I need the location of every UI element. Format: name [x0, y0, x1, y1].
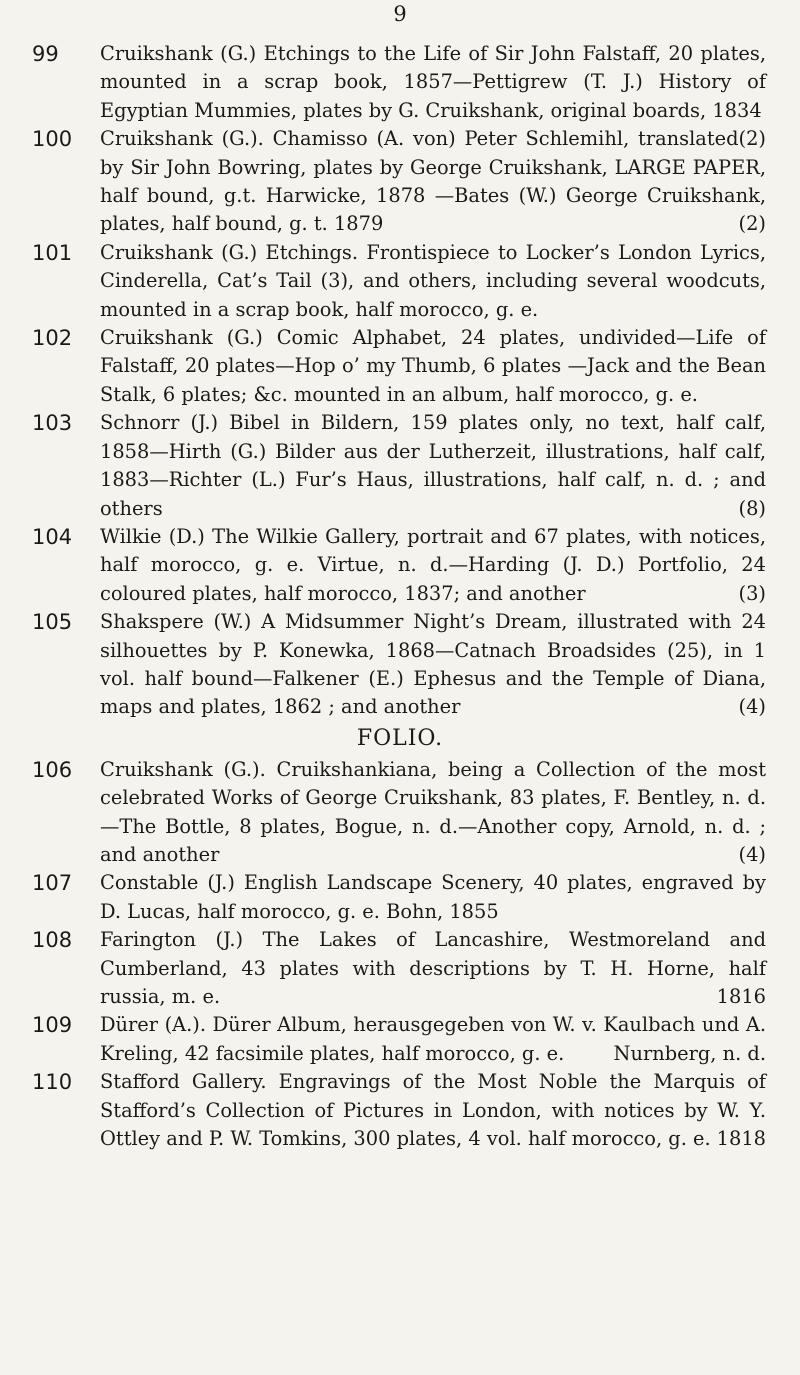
lot-entry [0, 409, 800, 523]
lot-entry [0, 608, 800, 722]
lot-description: Stafford Gallery. Engravings of the Most Noble the Marquis of Stafford’s Collection of Pictures in London, with notices by W. Y. Ottley and P. W. Tomkins, 300 plates, 4 vol. half morocco, g. e. 1818 [100, 1068, 766, 1153]
lot-number: 105 [32, 610, 73, 635]
lot-count: (2) [738, 212, 766, 236]
lot-entry [0, 869, 800, 926]
lot-number: 100 [32, 127, 73, 152]
lot-number: 110 [32, 1070, 73, 1095]
entry-list [0, 40, 800, 1153]
lot-number: 104 [32, 524, 73, 549]
lot-description: Schnorr (J.) Bibel in Bildern, 159 plates only, no text, half calf, 1858—Hirth (G.) Bilder aus der Lutherzeit, illustrations, half calf, 1883—Richter (L.) Fur’s Haus, illustrations, half calf, n. d. ; and others (8) [100, 409, 766, 523]
lot-count: (3) [738, 581, 766, 605]
lot-number: 106 [32, 757, 73, 782]
lot-entry [0, 926, 800, 1011]
lot-entry [0, 756, 800, 870]
lot-number: 108 [32, 928, 73, 953]
lot-entry [0, 239, 800, 324]
lot-count: (4) [738, 842, 766, 866]
lot-number: 103 [32, 411, 73, 436]
lot-entry [0, 324, 800, 409]
lot-number: 107 [32, 871, 73, 896]
lot-description: Cruikshank (G.) Etchings. Frontispiece to Locker’s London Lyrics, Cinderella, Cat’s Tail (3), and others, including several woodcuts, mounted in a scrap book, half morocco, g. e. [100, 240, 766, 321]
lot-description: Shakspere (W.) A Midsummer Night’s Dream, illustrated with 24 silhouettes by P. Konewka, 1868—Catnach Broadsides (25), in 1 vol. half bound—Falkener (E.) Ephesus and the Temple of Diana, maps and plates, 1862 ; and another (4) [100, 608, 766, 722]
lot-description: Cruikshank (G.). Cruikshankiana, being a Collection of the most celebrated Works of George Cruikshank, 83 plates, F. Bentley, n. d.—The Bottle, 8 plates, Bogue, n. d.—Another copy, Arnold, n. d. ; and another (4) [100, 756, 766, 870]
lot-entry [0, 523, 800, 608]
lot-count: (4) [738, 695, 766, 719]
lot-description: Dürer (A.). Dürer Album, herausgegeben von W. v. Kaulbach und A. Kreling, 42 facsimile plates, half morocco, g. e. Nurnberg, n. d. [100, 1011, 766, 1068]
lot-description: Wilkie (D.) The Wilkie Gallery, portrait and 67 plates, with notices, half morocco, g. e. Virtue, n. d.—Harding (J. D.) Portfolio, 24 coloured plates, half morocco, 1837; and another (3) [100, 523, 766, 608]
lot-entry [0, 1011, 800, 1068]
lot-entry [0, 1068, 800, 1153]
lot-description: Cruikshank (G.) Comic Alphabet, 24 plates, undivided—Life of Falstaff, 20 plates—Hop o’ my Thumb, 6 plates —Jack and the Bean Stalk, 6 plates; &c. mounted in an album, half morocco, g. e. [100, 326, 766, 406]
lot-description: Constable (J.) English Landscape Scenery, 40 plates, engraved by D. Lucas, half morocco, g. e. Bohn, 1855 [100, 871, 766, 923]
lot-number: 102 [32, 326, 73, 351]
lot-number: 99 [32, 42, 59, 66]
lot-count: 1818 [716, 1127, 766, 1151]
lot-number: 101 [32, 240, 73, 265]
lot-entry [0, 125, 800, 239]
page-number: 9 [393, 2, 407, 26]
lot-count: Nurnberg, n. d. [613, 1041, 766, 1065]
lot-count: 1816 [716, 985, 766, 1008]
lot-description: Farington (J.) The Lakes of Lancashire, Westmoreland and Cumberland, 43 plates with descriptions by T. H. Horne, half russia, m. e. 1816 [100, 926, 766, 1011]
lot-description: Cruikshank (G.). Chamisso (A. von) Peter Schlemihl, translated by Sir John Bowring, plates by George Cruikshank, LARGE PAPER, half bound, g.t. Harwicke, 1878 —Bates (W.) George Cruikshank, plates, half bound, g. t. 1879 (2) [100, 125, 766, 239]
lot-count: (2) [738, 127, 766, 151]
lot-number: 109 [32, 1013, 73, 1038]
lot-description: Cruikshank (G.) Etchings to the Life of Sir John Falstaff, 20 plates, mounted in a scrap book, 1857—Pettigrew (T. J.) History of Egyptian Mummies, plates by G. Cruikshank, original boards, 1834 (2) [100, 40, 766, 125]
lot-count: (8) [738, 496, 766, 520]
section-heading: FOLIO. [356, 725, 444, 751]
